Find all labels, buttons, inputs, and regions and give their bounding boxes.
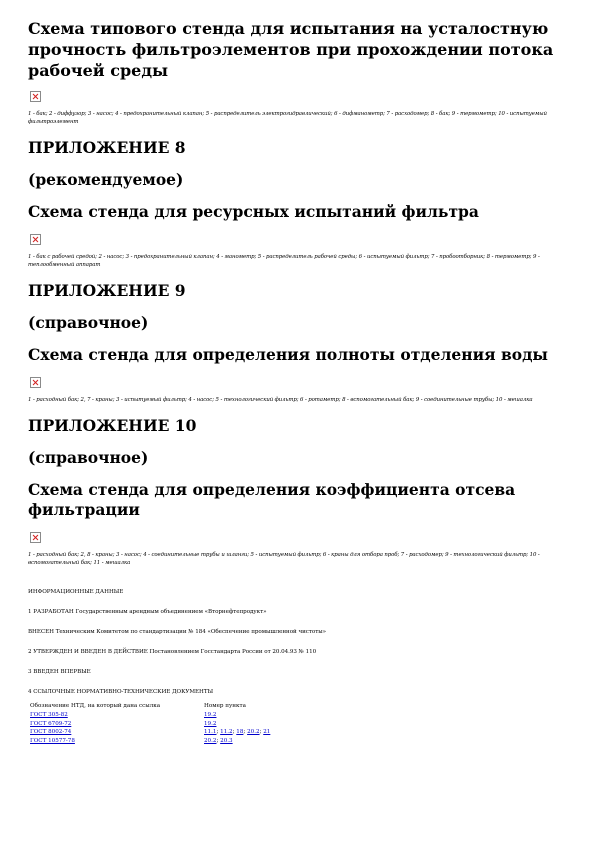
broken-image-icon <box>30 377 41 388</box>
figure-caption-appendix-10: 1 - расходный бак; 2, 8 - краны; 3 - насос; 4 - соединительные трубы и шланги; 5 - испытуемый фильтр; 6 - краны для отбора проб; 7 - расходомер; 9 - технологический фильтр; 10 - вспомогательный бак; 11 - мешалка <box>28 552 540 566</box>
table-header-points: Номер пункта <box>204 703 246 709</box>
info-item-4: 4 ССЫЛОЧНЫЕ НОРМАТИВНО-ТЕХНИЧЕСКИЕ ДОКУМЕНТЫ <box>28 689 214 695</box>
doc-link[interactable]: ГОСТ 305-82 <box>30 712 68 718</box>
point-link[interactable]: 18 <box>236 729 244 735</box>
appendix-9-title: Схема стенда для определения полноты отделения воды <box>28 345 548 364</box>
info-section <box>28 589 568 696</box>
broken-image-icon <box>30 532 41 543</box>
appendix-10-title: Схема стенда для определения коэффициента отсева фильтрации <box>28 480 516 519</box>
info-item-2: 2 УТВЕРЖДЕН И ВВЕДЕН В ДЕЙСТВИЕ Постановлением Госстандарта России от 20.04.93 № 110 <box>28 649 317 655</box>
figure-caption-appendix-8: 1 - бак с рабочей средой; 2 - насос; 3 - предохранительный клапан; 4 - манометр; 5 - распределитель рабочей среды; 6 - испытуемый фильтр; 7 - пробоотборник; 8 - термометр; 9 - теплообменный аппарат <box>28 254 540 268</box>
section-title-fatigue-stand: Схема типового стенда для испытания на усталостную прочность фильтроэлементов при прохождении потока рабочей среды <box>28 19 554 80</box>
appendix-9-number: ПРИЛОЖЕНИЕ 9 <box>28 281 186 300</box>
document-page <box>28 18 568 746</box>
broken-image-icon <box>30 91 41 102</box>
table-header-doc: Обозначение НТД, на который дана ссылка <box>30 703 161 709</box>
figure-caption-appendix-9: 1 - расходный бак; 2, 7 - краны; 3 - испытуемый фильтр; 4 - насос; 5 - технологический фильтр; 6 - ротаметр; 8 - вспомогательный бак; 9 - соединительные трубы; 10 - мешалка <box>28 397 533 403</box>
point-link[interactable]: 20.2 <box>204 737 217 744</box>
info-heading: ИНФОРМАЦИОННЫЕ ДАННЫЕ <box>28 589 124 595</box>
appendix-8-number: ПРИЛОЖЕНИЕ 8 <box>28 138 186 157</box>
appendix-8-type: (рекомендуемое) <box>28 170 184 189</box>
references-table <box>30 703 276 746</box>
broken-image-icon <box>30 234 41 245</box>
doc-link[interactable]: ГОСТ 8002-74 <box>30 729 72 735</box>
point-link[interactable]: 21 <box>263 729 271 735</box>
table-row: ГОСТ 8002-74 11.1; 11.2; 18; 20.2; 21 <box>30 729 271 735</box>
table-row: ГОСТ 10577-78 20.2; 20.3 <box>30 737 233 744</box>
appendix-10-type: (справочное) <box>28 448 149 467</box>
info-item-3: 3 ВВЕДЕН ВПЕРВЫЕ <box>28 669 91 675</box>
table-row <box>30 712 276 721</box>
point-link[interactable]: 11.1 <box>204 729 217 735</box>
info-item-1b: ВНЕСЕН Техническим Комитетом по стандартизации № 184 «Обеспечение промышленной чистоты» <box>28 629 327 635</box>
point-link[interactable]: 11.2 <box>220 729 233 735</box>
doc-link[interactable]: ГОСТ 10577-78 <box>30 737 75 744</box>
doc-link[interactable]: ГОСТ 6709-72 <box>30 720 72 727</box>
table-row <box>30 721 276 730</box>
appendix-9-type: (справочное) <box>28 313 149 332</box>
figure-caption-fatigue-stand: 1 - бак; 2 - диффузор; 3 - насос; 4 - предохранительный клапан; 5 - распределитель электрогидравлический; 6 - дифманометр; 7 - расходомер; 8 - бак; 9 - термометр; 10 - испытуемый фильтроэлемент <box>28 111 547 125</box>
appendix-8-title: Схема стенда для ресурсных испытаний фильтра <box>28 202 479 221</box>
appendix-10-number: ПРИЛОЖЕНИЕ 10 <box>28 416 197 435</box>
point-link[interactable]: 19.2 <box>204 720 217 727</box>
info-item-1: 1 РАЗРАБОТАН Государственным арендным объединением «Вторнефтепродукт» <box>28 609 267 615</box>
point-link[interactable]: 20.2 <box>247 729 260 735</box>
point-link[interactable]: 20.3 <box>220 737 233 744</box>
point-link[interactable]: 19.2 <box>204 712 217 718</box>
